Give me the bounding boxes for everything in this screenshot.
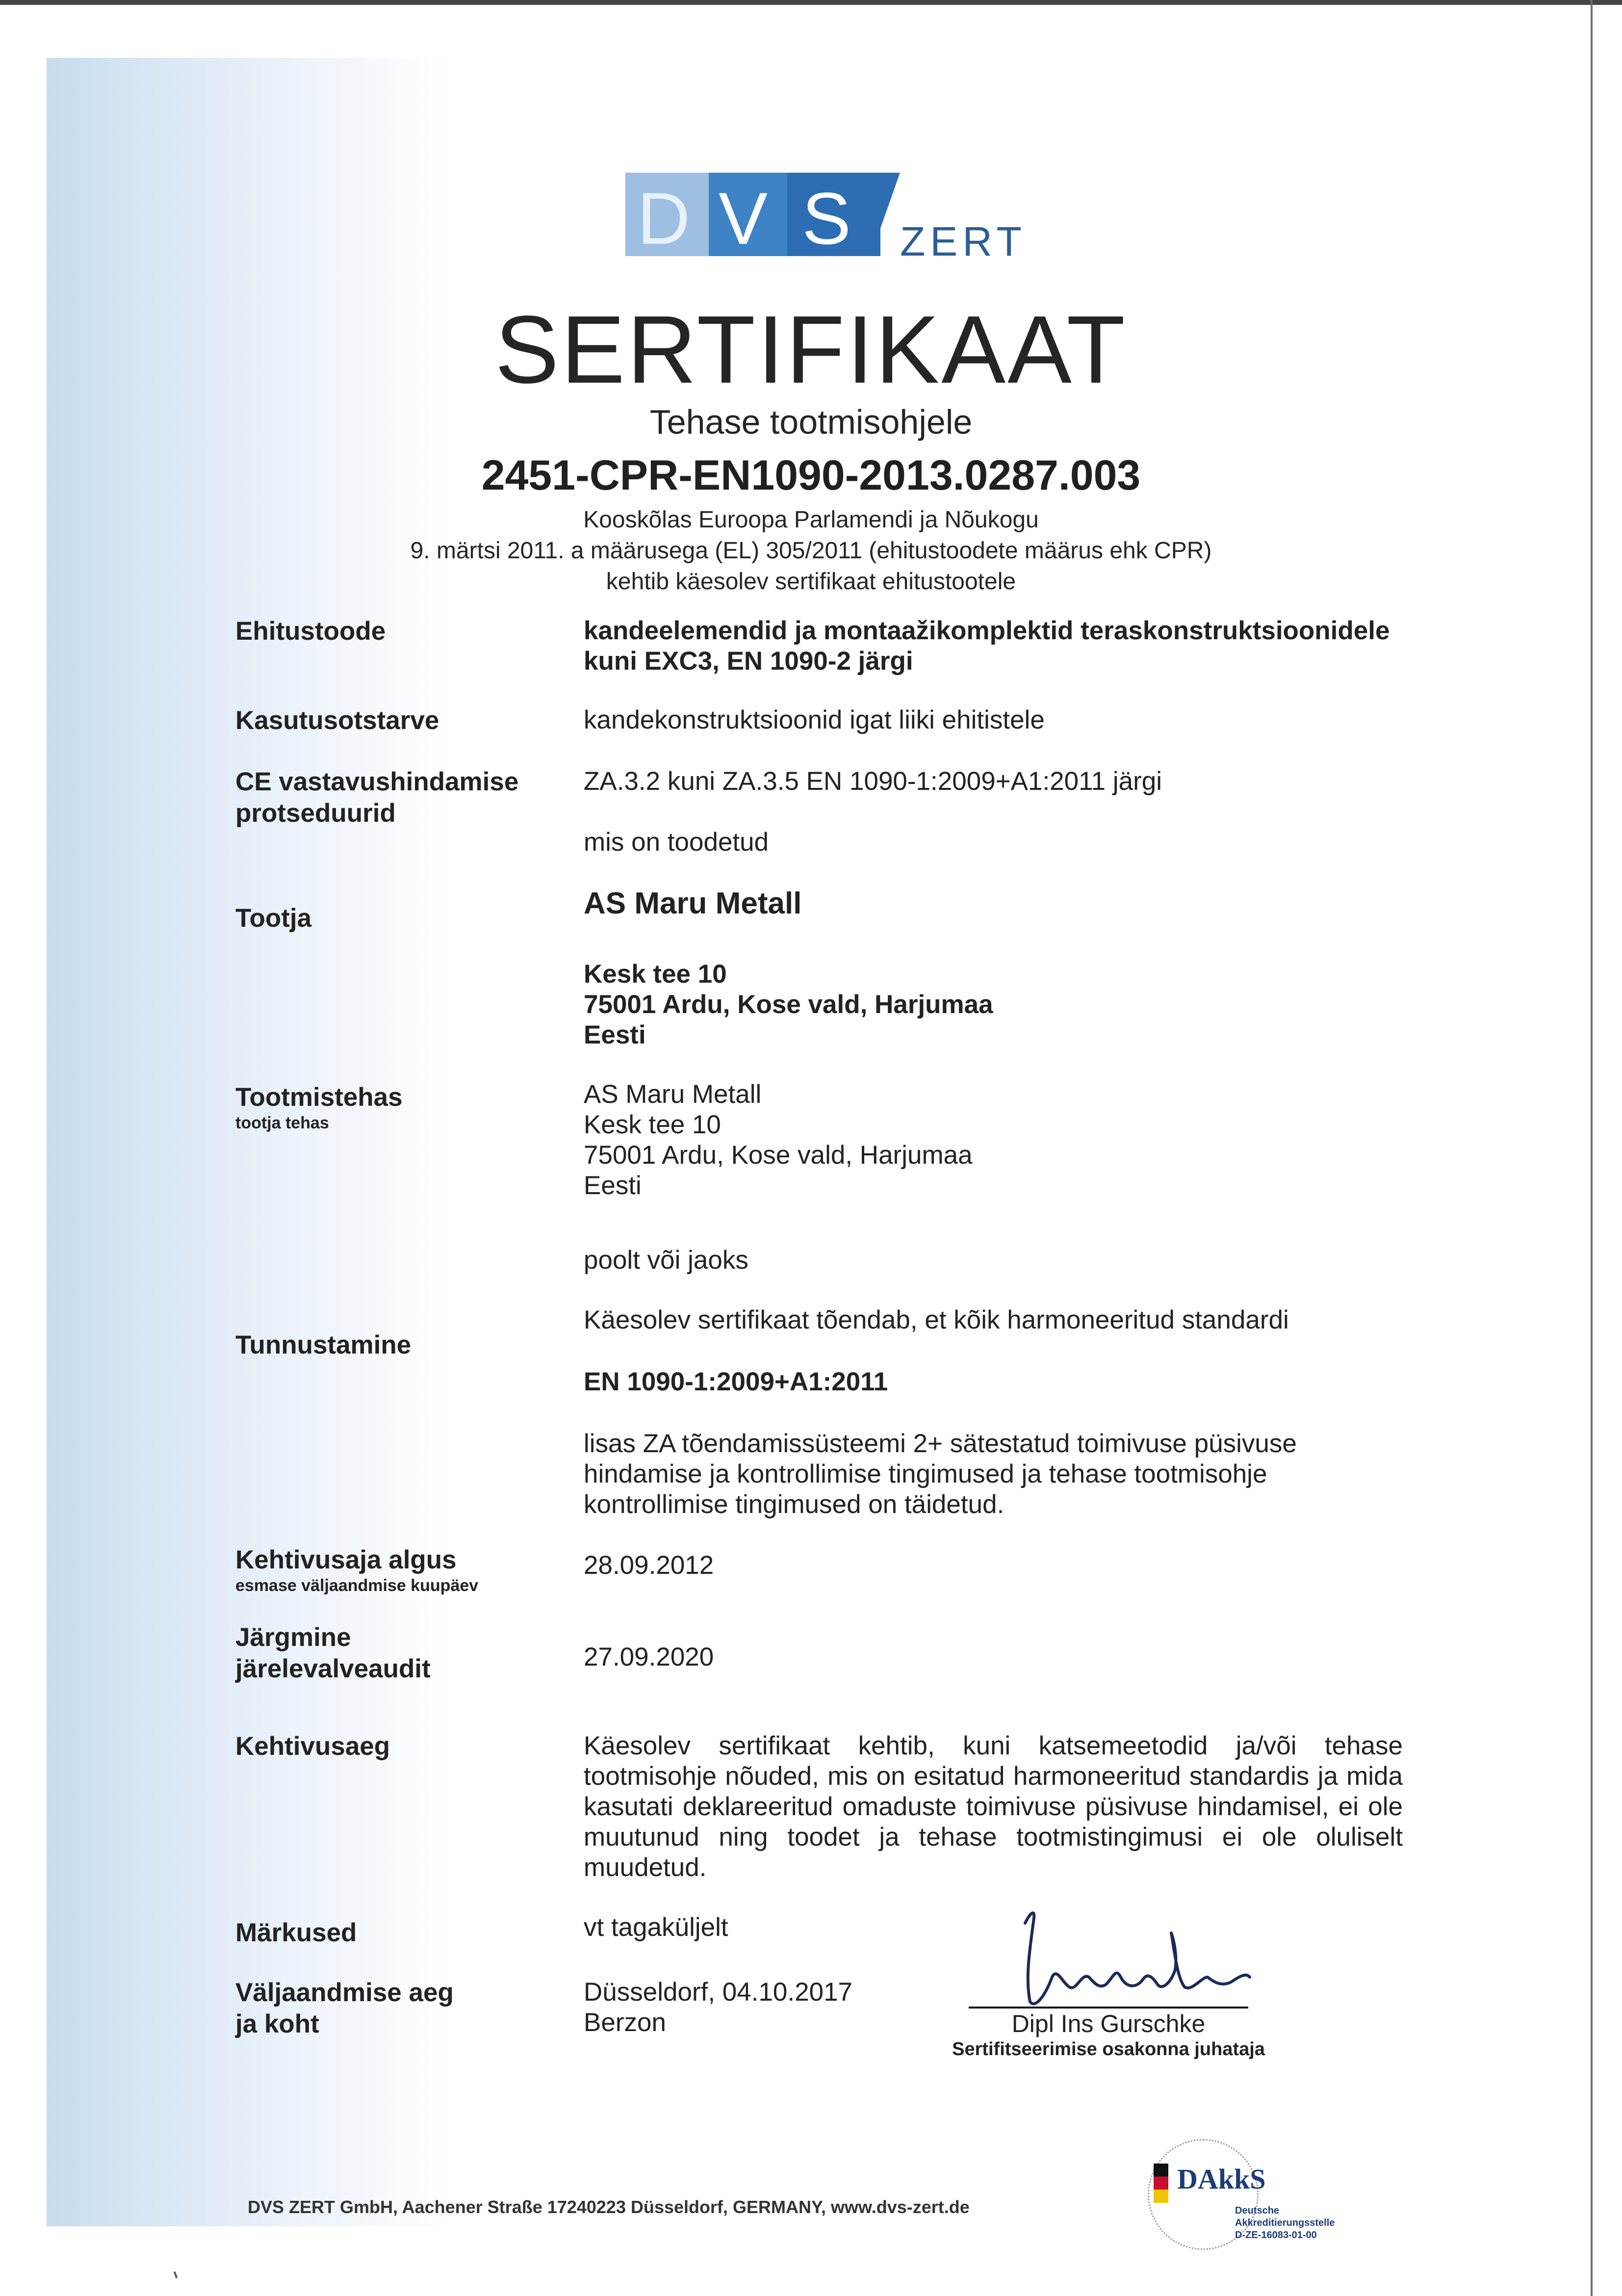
label-issue	[235, 1977, 454, 2039]
dakks-line-3: D-ZE-16083-01-00	[1235, 2230, 1317, 2241]
stray-pen-mark	[174, 2271, 178, 2279]
signatory-name: Dipl Ins Gurschke	[1011, 2010, 1206, 2037]
label-intended-use: Kasutusotstarve	[235, 706, 439, 735]
logo-letter-d: D	[637, 177, 691, 260]
label-factory-sub: tootja tehas	[235, 1113, 329, 1132]
attestation-text-line-1: lisas ZA tõendamissüsteemi 2+ sätestatud toimivuse püsivuse	[584, 1429, 1297, 1458]
manufacturer-name: AS Maru Metall	[584, 887, 802, 920]
factory-line-3: 75001 Ardu, Kose vald, Harjumaa	[584, 1141, 973, 1170]
footer-address: DVS ZERT GmbH, Aachener Straße 17240223 Düsseldorf, GERMANY, www.dvs-zert.de	[248, 2197, 970, 2217]
issue-value	[584, 1977, 852, 2038]
factory-value	[584, 1079, 973, 1201]
ce-assessment-note: mis on toodetud	[584, 828, 769, 857]
label-validity: Kehtivusaeg	[235, 1732, 390, 1761]
intro-line-3: kehtib käesolev sertifikaat ehitustootele	[606, 569, 1016, 595]
logo-slant	[871, 173, 900, 256]
label-issue-line-1: Väljaandmise aeg	[235, 1978, 454, 2007]
manufacturer-address	[584, 959, 993, 1050]
intended-use-value: kandekonstruktsioonid igat liiki ehitistele	[584, 705, 1045, 734]
label-attestation: Tunnustamine	[235, 1331, 412, 1359]
issue-line-1: Düsseldorf, 04.10.2017	[584, 1978, 853, 2007]
label-ce-line-1: CE vastavushindamise	[235, 767, 519, 796]
label-ce-line-2: protseduurid	[235, 798, 396, 828]
validity-start-value: 28.09.2012	[584, 1551, 714, 1580]
intro-line-1: Kooskõlas Euroopa Parlamendi ja Nõukogu	[583, 507, 1039, 533]
validity-text: Käesolev sertifikaat kehtib, kuni katsemeetodid ja/või tehase tootmisohje nõuded, mis on esitatud harmoneeritud standardis ja mida kasutati deklareeritud omaduste toimivuse püsivuse hindamisel, ei ole muutunud ning toodet ja tehase tootmistingimusi ei ole oluliselt muudetud.	[584, 1731, 1403, 1882]
attestation-text-line-3: kontrollimise tingimused on täidetud.	[584, 1490, 1004, 1519]
label-factory	[235, 1082, 403, 1133]
product-line-1: kandeelemendid ja montaažikomplektid teraskonstruktsioonidele	[584, 616, 1390, 645]
dakks-line-2: Akkreditierungsstelle	[1235, 2218, 1335, 2228]
label-ce-assessment	[235, 766, 518, 829]
top-border	[0, 0, 1622, 5]
label-validity-start-sub: esmase väljaandmise kuupäev	[235, 1576, 479, 1595]
label-next-audit	[235, 1622, 431, 1684]
intro-line-2: 9. märtsi 2011. a määrusega (EL) 305/2011 (ehitustoodete määrus ehk CPR)	[410, 538, 1212, 564]
document-subtitle: Tehase tootmisohjele	[649, 403, 973, 441]
issue-line-2: Berzon	[584, 2008, 666, 2037]
german-flag-icon	[1154, 2164, 1168, 2203]
label-next-audit-line-2: järelevalveaudit	[235, 1654, 431, 1683]
label-validity-start-main: Kehtivusaja algus	[235, 1545, 457, 1574]
label-product: Ehitustoode	[235, 617, 386, 646]
product-line-2: kuni EXC3, EN 1090-2 järgi	[584, 647, 913, 676]
attestation-line-1: Käesolev sertifikaat tõendab, et kõik harmoneeritud standardi	[584, 1305, 1289, 1334]
label-factory-main: Tootmistehas	[235, 1083, 403, 1112]
ce-assessment-value: ZA.3.2 kuni ZA.3.5 EN 1090-1:2009+A1:2011 järgi	[584, 767, 1162, 796]
document-title: SERTIFIKAAT	[494, 296, 1128, 403]
next-audit-value: 27.09.2020	[584, 1643, 714, 1671]
logo-letter-v: V	[719, 177, 768, 260]
label-manufacturer: Tootja	[235, 904, 312, 933]
product-value	[584, 616, 1390, 677]
manufacturer-address-line-1: Kesk tee 10	[584, 960, 727, 989]
certificate-number: 2451-CPR-EN1090-2013.0287.003	[481, 452, 1141, 499]
remarks-value: vt tagaküljelt	[584, 1913, 728, 1942]
dvs-zert-logo	[625, 173, 1027, 271]
label-remarks: Märkused	[235, 1918, 357, 1947]
factory-line-2: Kesk tee 10	[584, 1110, 721, 1139]
label-next-audit-line-1: Järgmine	[235, 1623, 351, 1652]
label-issue-line-2: ja koht	[235, 2009, 319, 2038]
signatory-title: Sertifitseerimise osakonna juhataja	[952, 2039, 1265, 2060]
manufacturer-address-line-2: 75001 Ardu, Kose vald, Harjumaa	[584, 990, 993, 1019]
handwritten-signature	[1015, 1904, 1270, 2016]
logo-letter-s: S	[802, 177, 851, 260]
attestation-text-line-2: hindamise ja kontrollimise tingimused ja tehase tootmisohje	[584, 1460, 1267, 1488]
factory-line-4: Eesti	[584, 1171, 642, 1200]
attestation-standard: EN 1090-1:2009+A1:2011	[584, 1367, 888, 1396]
logo-zert-text: ZERT	[900, 218, 1027, 264]
factory-note: poolt või jaoks	[584, 1246, 748, 1275]
attestation-text	[584, 1429, 1297, 1520]
dakks-line-1: Deutsche	[1235, 2205, 1280, 2216]
signature-line	[969, 2007, 1248, 2009]
factory-line-1: AS Maru Metall	[584, 1080, 762, 1109]
label-validity-start	[235, 1544, 478, 1595]
manufacturer-address-line-3: Eesti	[584, 1020, 646, 1049]
dakks-accreditation-mark	[1143, 2134, 1368, 2257]
dakks-brand: DAkkS	[1177, 2163, 1266, 2195]
